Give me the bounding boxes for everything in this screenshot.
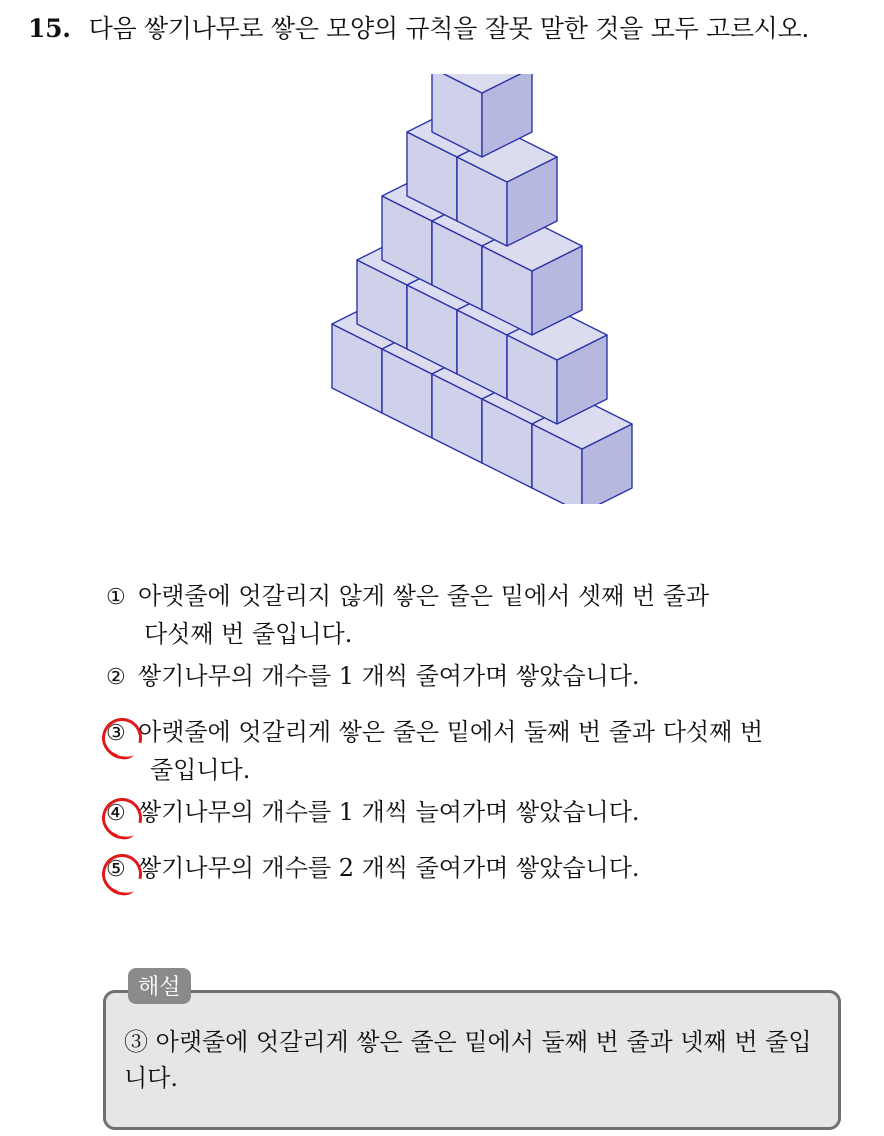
choice-mark: ② <box>106 665 126 690</box>
explanation-tag: 해설 <box>128 968 191 1004</box>
choice-mark <box>106 716 138 752</box>
choice-mark-glyph: ④ <box>106 801 126 826</box>
choice-3[interactable] <box>106 714 826 788</box>
choice-text: 쌓기나무의 개수를 2 개씩 줄여가며 쌓았습니다. <box>138 854 640 882</box>
choice-text-continued: 다섯째 번 줄입니다. <box>144 620 353 648</box>
stacked-cubes-figure <box>320 74 640 504</box>
choice-4[interactable] <box>106 794 826 832</box>
question <box>28 12 868 46</box>
choice-1[interactable] <box>106 578 826 652</box>
choice-text: 쌓기나무의 개수를 1 개씩 줄여가며 쌓았습니다. <box>138 662 640 690</box>
choice-text: 쌓기나무의 개수를 1 개씩 늘여가며 쌓았습니다. <box>138 798 640 826</box>
question-text: 다음 쌓기나무로 쌓은 모양의 규칙을 잘못 말한 것을 모두 고르시오. <box>88 14 810 43</box>
choice-5[interactable] <box>106 850 826 888</box>
choice-mark: ① <box>106 585 126 610</box>
choice-mark-glyph: ③ <box>106 721 126 746</box>
choice-2[interactable] <box>106 658 826 696</box>
choice-mark <box>106 796 138 832</box>
question-number: 15. <box>28 14 71 43</box>
choice-text: 아랫줄에 엇갈리지 않게 쌓은 줄은 밑에서 셋째 번 줄과 <box>138 582 710 610</box>
cube-stack <box>332 74 632 504</box>
explanation-text: ③ 아랫줄에 엇갈리게 쌓은 줄은 밑에서 둘째 번 줄과 넷째 번 줄입니다. <box>124 1028 812 1092</box>
choice-text-continued: 줄입니다. <box>150 756 251 784</box>
choice-text: 아랫줄에 엇갈리게 쌓은 줄은 밑에서 둘째 번 줄과 다섯째 번 <box>138 718 764 746</box>
choice-mark <box>106 852 138 888</box>
choice-mark-glyph: ⑤ <box>106 857 126 882</box>
